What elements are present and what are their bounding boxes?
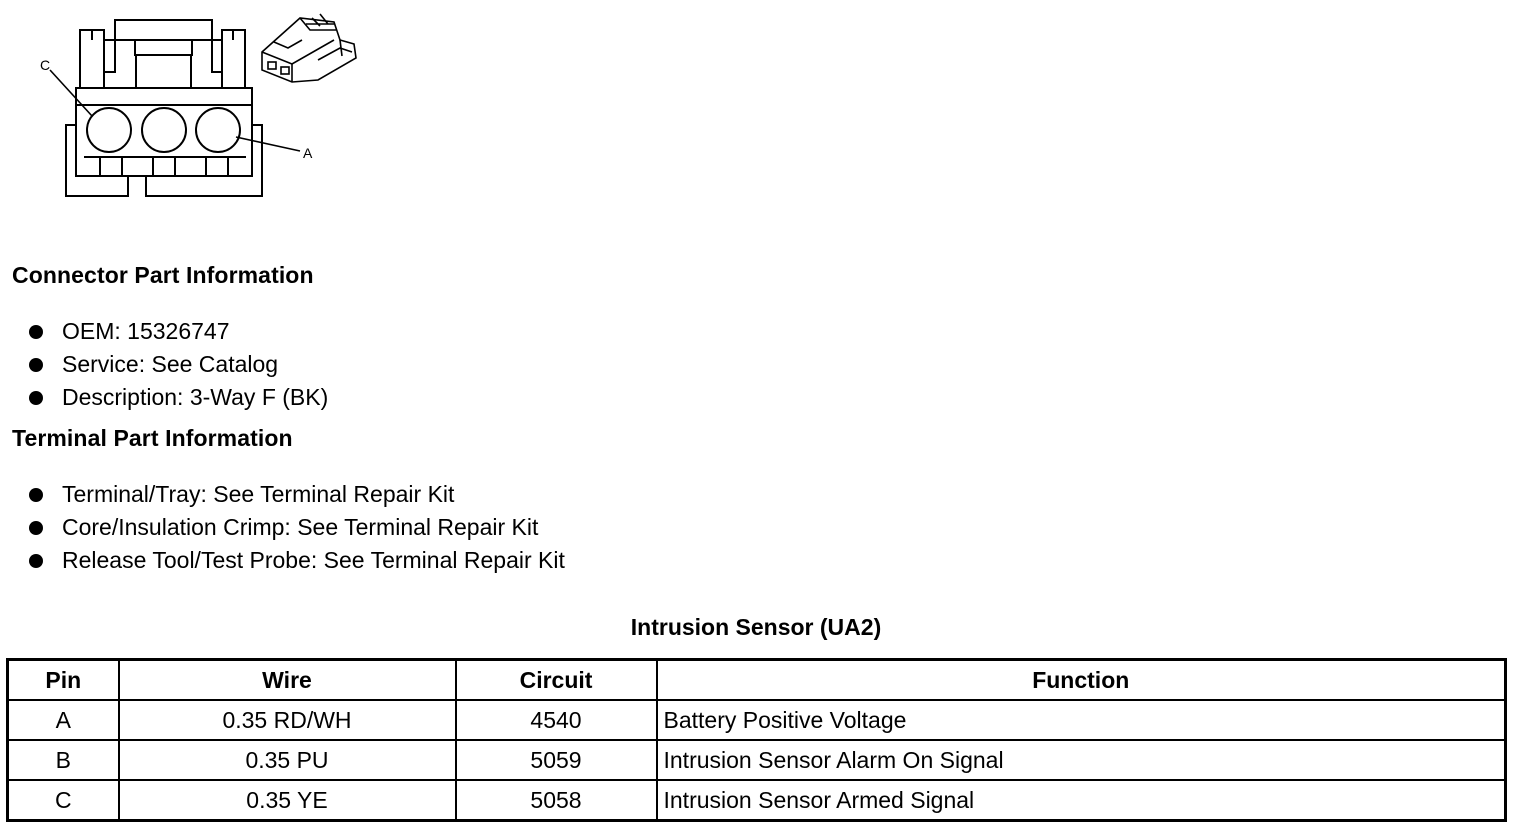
list-item (0, 315, 328, 348)
connector-illustration (0, 0, 380, 210)
table-row (8, 700, 1506, 740)
wire-cell: 0.35 RD/WH (119, 700, 456, 740)
column-header-circuit: Circuit (456, 660, 657, 701)
connector-isometric-icon (262, 14, 356, 82)
connector-part-list (0, 315, 328, 414)
bullet-icon (29, 391, 43, 405)
list-item (0, 348, 328, 381)
service-text: Service: See Catalog (62, 351, 279, 377)
bullet-icon (29, 358, 43, 372)
list-item (0, 478, 565, 511)
terminal-part-list (0, 478, 565, 577)
bullet-icon (29, 521, 43, 535)
column-header-pin: Pin (8, 660, 119, 701)
circuit-cell: 5059 (456, 740, 657, 780)
crimp-text: Core/Insulation Crimp: See Terminal Repair Kit (62, 514, 539, 540)
connector-part-information-heading: Connector Part Information (12, 262, 314, 288)
pin-cell: C (8, 780, 119, 821)
callout-c: C (40, 57, 51, 73)
wire-cell: 0.35 YE (119, 780, 456, 821)
table-row (8, 780, 1506, 821)
bullet-icon (29, 488, 43, 502)
pin-table (6, 658, 1507, 822)
list-item (0, 381, 328, 414)
function-cell: Intrusion Sensor Armed Signal (657, 780, 1506, 821)
circuit-cell: 4540 (456, 700, 657, 740)
list-item (0, 544, 565, 577)
wire-cell: 0.35 PU (119, 740, 456, 780)
column-header-function: Function (657, 660, 1506, 701)
release-tool-text: Release Tool/Test Probe: See Terminal Repair Kit (62, 547, 565, 573)
description-text: Description: 3-Way F (BK) (62, 384, 329, 410)
terminal-part-information-heading: Terminal Part Information (12, 425, 293, 451)
table-header-row (8, 660, 1506, 701)
pin-cell: A (8, 700, 119, 740)
bullet-icon (29, 554, 43, 568)
table-title: Intrusion Sensor (UA2) (630, 614, 882, 640)
function-cell: Battery Positive Voltage (657, 700, 1506, 740)
pin-cell: B (8, 740, 119, 780)
oem-text: OEM: 15326747 (62, 318, 230, 344)
circuit-cell: 5058 (456, 780, 657, 821)
column-header-wire: Wire (119, 660, 456, 701)
list-item (0, 511, 565, 544)
bullet-icon (29, 325, 43, 339)
table-row (8, 740, 1506, 780)
function-cell: Intrusion Sensor Alarm On Signal (657, 740, 1506, 780)
callout-a: A (303, 145, 313, 161)
terminal-tray-text: Terminal/Tray: See Terminal Repair Kit (62, 481, 455, 507)
